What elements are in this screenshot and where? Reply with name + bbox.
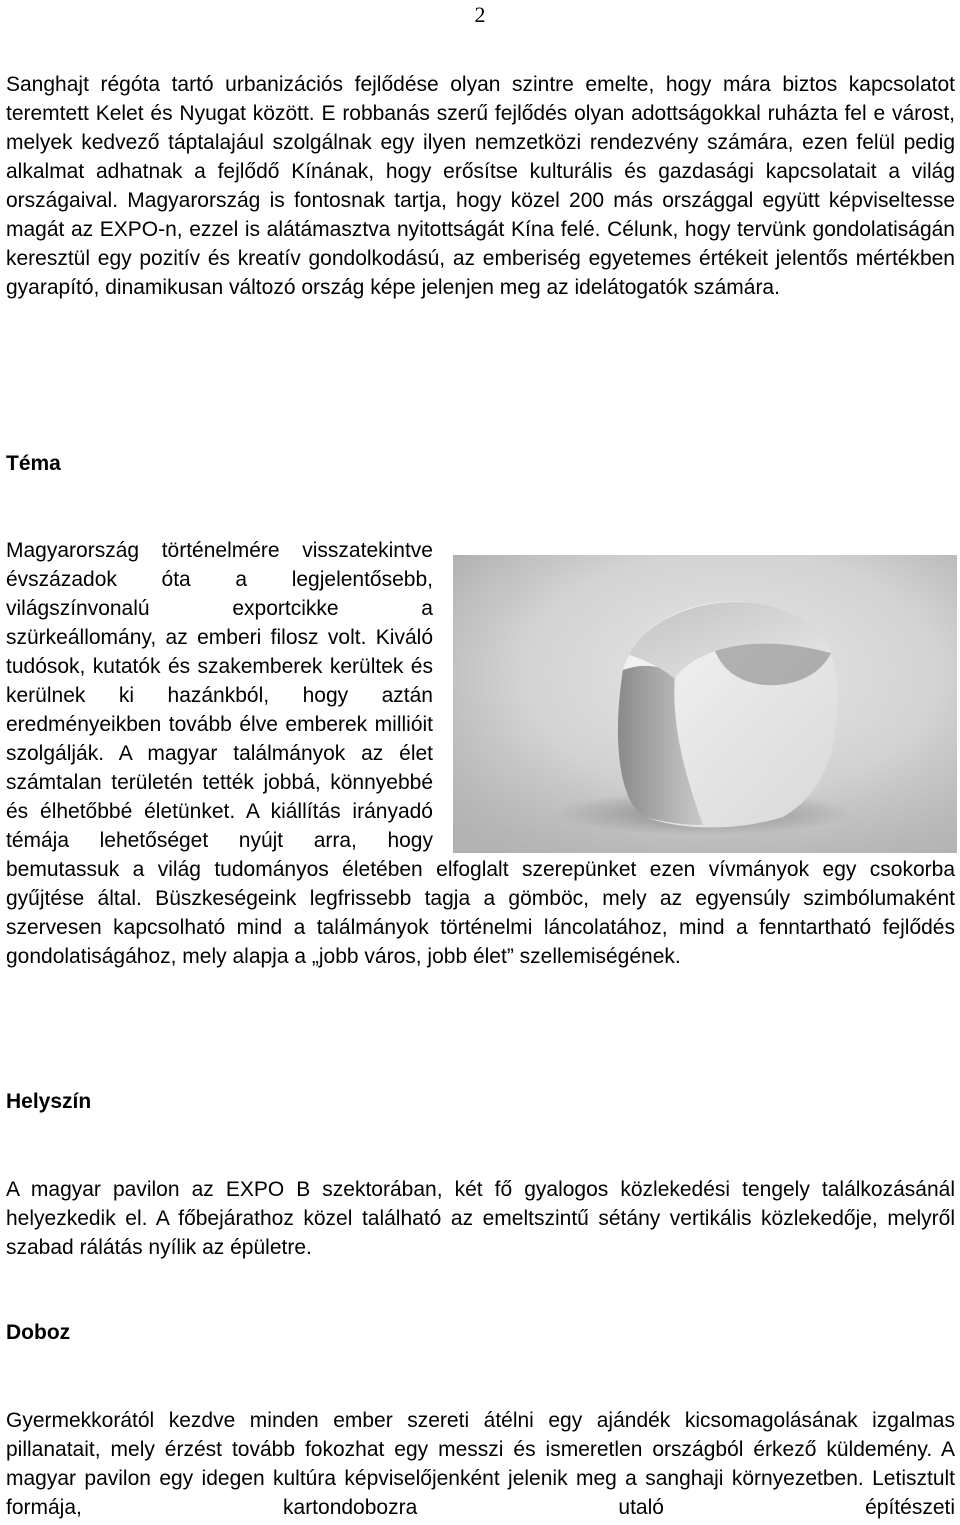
section-body-tema: Magyarország történelmére visszatekintve évszázadok óta a legjelentősebb, világszínvonalú exportcikke a szürkeállomány, az emberi filosz volt. Kiváló tudósok, kutatók és szakemberek kerültek és kerülnek ki hazánkból, hogy aztán eredményeikben tovább élve emberek millióit szolgálják. A magyar találmányok az élet számtalan területén tették jobbá, könnyebbé és élhetőbbé életünket. A kiállítás irányadó témája lehetőséget nyújt arra, hogy bemutassuk a világ tudományos életében elfoglalt szerepünket ezen vívmányok egy csokorba gyűjtése által. Büszkeségeink legfrissebb tagja a gömböc, mely az egyensúly szimbólumaként szervesen kapcsolható mind a találmányok történelmi láncolatához, mind a fenntartható fejlődés gondolatiságához, mely alapja a „jobb város, jobb élet” szellemiségének. (6, 539, 955, 968)
section-tema (6, 536, 955, 971)
section-body-doboz: Gyermekkorától kezdve minden ember szereti átélni egy ajándék kicsomagolásának izgalmas pillanatait, mely érzést tovább fokozhat egy messzi és ismeretlen országból érkező küldemény. A magyar pavilon egy idegen kultúra képviselőjenként jelenik meg a sanghaji környezetben. Letisztult formája, kartondobozra utaló építészeti (6, 1409, 955, 1519)
section-heading-tema: Téma (6, 452, 61, 475)
page-number: 2 (474, 2, 486, 27)
section-heading-helyszin: Helyszín (6, 1090, 92, 1113)
section-body-helyszin: A magyar pavilon az EXPO B szektorában, két fő gyalogos közlekedési tengely találkozásánál helyezkedik el. A főbejárathoz közel található az emeltszintű sétány vertikális közlekedője, melyről szabad rálátás nyílik az épületre. (6, 1178, 955, 1259)
gomboc-photo (453, 555, 957, 853)
section-heading-doboz: Doboz (6, 1321, 71, 1344)
intro-paragraph: Sanghajt régóta tartó urbanizációs fejlődése olyan szintre emelte, hogy mára biztos kapcsolatot teremtett Kelet és Nyugat között. E robbanás szerű fejlődés olyan adottságokkal ruházta fel e várost, melyek kedvező táptalajául szolgálnak egy ilyen nemzetközi rendezvény számára, ezen felül pedig alkalmat adhatnak a fejlődő Kínának, hogy erősítse kulturális és gazdasági kapcsolatait a világ országaival. Magyarország is fontosnak tartja, hogy közel 200 más országgal együtt képviseltesse magát az EXPO-n, ezzel is alátámasztva nyitottságát Kína felé. Célunk, hogy tervünk gondolatiságán keresztül egy pozitív és kreatív gondolkodású, az emberiség egyetemes értékeit jelentős mértékben gyarapító, dinamikusan változó ország képe jelenjen meg az idelátogatók számára. (6, 73, 955, 299)
